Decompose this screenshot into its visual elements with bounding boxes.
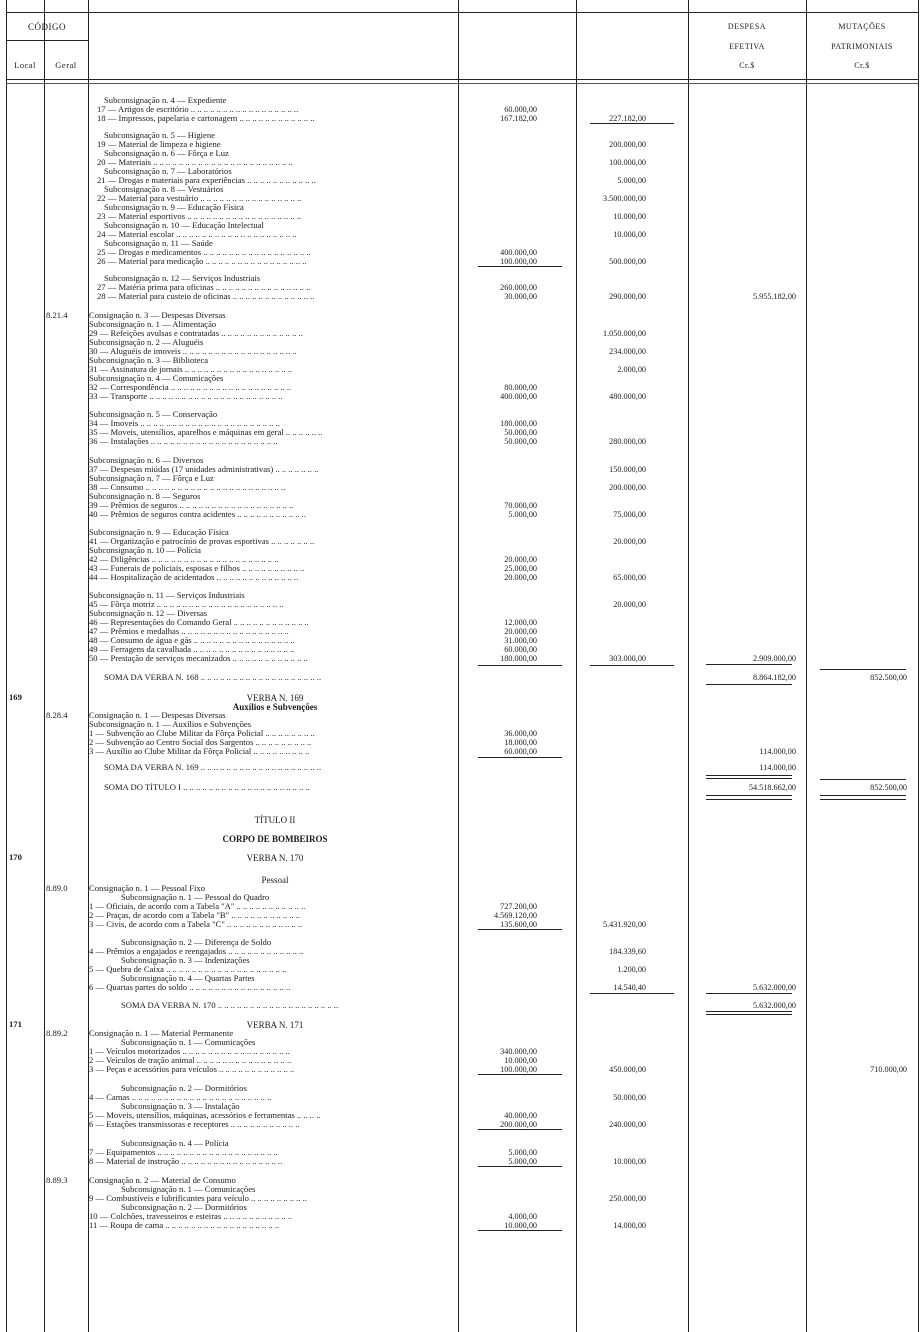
value-partial: 100.000,00 <box>500 1065 537 1074</box>
value-subtotal: 75.000,00 <box>613 510 646 519</box>
value-partial: 180.000,00 <box>500 654 537 663</box>
value-subtotal: 2.000,00 <box>617 365 646 374</box>
row-description: 34 — Imoveis .. .. .. .. .. .. .. .. .. .. .. .. .. .. .. .. .. .. .. .. .. .. <box>89 419 280 428</box>
row-description: Subconsignação n. 7 — Laboratórios <box>104 167 232 176</box>
value-partial: 4.569.120,00 <box>494 911 537 920</box>
row-description: 39 — Prêmios de seguros .. .. .. .. .. .. .. .. .. .. .. .. .. .. .. .. .. .. <box>89 501 294 510</box>
value-partial: 20.000,00 <box>504 573 537 582</box>
value-partial: 60.000,00 <box>504 747 537 756</box>
value-partial: 100.000,00 <box>500 257 537 266</box>
row-description: Consignação n. 1 — Pessoal Fixo <box>89 884 206 893</box>
row-description: 6 — Estações transmissoras e receptores .. .. .. .. .. .. .. .. .. .. .. <box>89 1120 300 1129</box>
value-partial: 60.000,00 <box>504 645 537 654</box>
header-mutacoes-1: MUTAÇÕES <box>838 22 886 31</box>
sum-rule <box>590 665 674 666</box>
sum-rule <box>706 993 792 994</box>
value-subtotal: 20.000,00 <box>613 600 646 609</box>
value-partial: 180.000,00 <box>500 419 537 428</box>
value-despesa-efetiva: 5.955.182,00 <box>753 292 796 301</box>
row-description: Consignação n. 1 — Material Permanente <box>89 1029 234 1038</box>
value-subtotal: 200.000,00 <box>609 140 646 149</box>
row-description: Subconsignação n. 5 — Higiene <box>104 131 215 140</box>
row-description: Subconsignação n. 12 — Diversas <box>89 609 208 618</box>
col-border-c3-c4 <box>576 0 577 1332</box>
row-description: Subconsignação n. 3 — Biblioteca <box>89 356 209 365</box>
sum-rule <box>820 799 906 800</box>
value-partial: 260.000,00 <box>500 283 537 292</box>
row-description: Subconsignação n. 7 — Fôrça e Luz <box>89 474 214 483</box>
value-subtotal: 240.000,00 <box>609 1120 646 1129</box>
col-border-despesa-mutacoes <box>806 0 807 1332</box>
section-heading: Auxílios e Subvenções <box>232 702 318 712</box>
code-geral: 8.89.2 <box>46 1028 68 1038</box>
row-description: 2 — Veículos de tração animal .. .. .. .. .. .. .. .. .. .. .. .. .. .. .. <box>89 1056 292 1065</box>
row-description: 41 — Organização e patrocínio de provas esportivas .. .. .. .. .. .. .. <box>89 537 315 546</box>
value-despesa-efetiva: 8.864.182,00 <box>753 673 796 682</box>
value-subtotal: 184.339,60 <box>609 947 646 956</box>
row-description: 2 — Praças, de acordo com a Tabela "B" .. .. .. .. .. .. .. .. .. .. .. <box>89 911 301 920</box>
section-heading: VERBA N. 169 <box>246 693 304 703</box>
row-description: 2 — Subvenção ao Centro Social dos Sargentos .. .. .. .. .. .. .. .. .. <box>89 738 312 747</box>
value-subtotal: 3.500.000,00 <box>603 194 646 203</box>
row-description: Subconsignação n. 11 — Serviços Industriais <box>89 591 245 600</box>
row-description: 37 — Despesas miúdas (17 unidades administrativas) .. .. .. .. .. .. .. <box>89 465 319 474</box>
code-local: 169 <box>9 692 22 702</box>
value-partial: 727.200,00 <box>500 902 537 911</box>
sum-rule <box>590 993 674 994</box>
row-description: Subconsignação n. 1 — Auxílios e Subvenções <box>89 720 252 729</box>
row-description: SOMA DO TÍTULO I .. .. .. .. .. .. .. .. .. .. .. .. .. .. .. .. .. .. .. .. <box>104 783 310 792</box>
sum-rule <box>706 778 792 779</box>
row-description: 42 — Diligências .. .. .. .. .. .. .. .. .. .. .. .. .. .. .. .. .. .. .. .. <box>89 555 279 564</box>
col-border-desc-c3 <box>458 0 459 1332</box>
header-mutacoes-2: PATRIMONIAIS <box>831 42 893 51</box>
value-partial: 200.000,00 <box>500 1120 537 1129</box>
value-partial: 18.000,00 <box>504 738 537 747</box>
value-subtotal: 14.000,00 <box>613 1221 646 1230</box>
row-description: 1 — Subvenção ao Clube Militar da Fôrça Policial .. .. .. .. .. .. .. .. <box>89 729 315 738</box>
row-description: 20 — Materiais .. .. .. .. .. .. .. .. .. .. .. .. .. .. .. .. .. .. .. .. .. .. <box>97 158 293 167</box>
header-mutacoes-3: Cr.$ <box>854 61 870 70</box>
row-description: Subconsignação n. 1 — Comunicações <box>121 1185 256 1194</box>
value-partial: 60.000,00 <box>504 105 537 114</box>
code-local: 170 <box>9 852 22 862</box>
row-description: Subconsignação n. 6 — Fôrça e Luz <box>104 149 229 158</box>
value-subtotal: 50.000,00 <box>613 1093 646 1102</box>
row-description: Subconsignação n. 2 — Dormitórios <box>121 1203 247 1212</box>
row-description: 33 — Transporte .. .. .. .. .. .. .. .. .. .. .. .. .. .. .. .. .. .. .. .. .. <box>89 392 283 401</box>
value-despesa-efetiva: 5.632.000,00 <box>753 1001 796 1010</box>
sum-rule <box>706 795 792 796</box>
sum-rule <box>590 123 674 124</box>
value-partial: 400.000,00 <box>500 248 537 257</box>
sum-rule <box>820 795 906 796</box>
value-partial: 167.182,00 <box>500 114 537 123</box>
sum-rule <box>706 1014 792 1015</box>
value-partial: 400.000,00 <box>500 392 537 401</box>
row-description: 9 — Combustíveis e lubrificantes para veículo .. .. .. .. .. .. .. .. .. <box>89 1194 307 1203</box>
section-heading: Pessoal <box>261 875 289 885</box>
row-description: Subconsignação n. 10 — Polícia <box>89 546 201 555</box>
row-description: Subconsignação n. 1 — Pessoal do Quadro <box>121 893 270 902</box>
row-description: 49 — Ferragens da cavalhada .. .. .. .. .. .. .. .. .. .. .. .. .. .. .. .. <box>89 645 295 654</box>
sum-rule <box>820 779 906 780</box>
row-description: Subconsignação n. 4 — Polícia <box>121 1139 229 1148</box>
row-description: Subconsignação n. 2 — Diferença de Soldo <box>121 938 272 947</box>
value-partial: 20.000,00 <box>504 627 537 636</box>
row-description: 50 — Prestação de serviços mecanizados .. .. .. .. .. .. .. .. .. .. .. .. <box>89 654 308 663</box>
row-description: 44 — Hospitalização de acidentados .. .. .. .. .. .. .. .. .. .. .. .. .. <box>89 573 299 582</box>
row-description: 22 — Material para vestuário .. .. .. .. .. .. .. .. .. .. .. .. .. .. .. .. <box>97 194 302 203</box>
row-description: 11 — Roupa de cama .. .. .. .. .. .. .. .. .. .. .. .. .. .. .. .. .. .. <box>89 1221 280 1230</box>
row-description: 26 — Material para medicação .. .. .. .. .. .. .. .. .. .. .. .. .. .. .. .. <box>97 257 307 266</box>
sum-rule <box>706 684 792 685</box>
row-description: 36 — Instalações .. .. .. .. .. .. .. .. .. .. .. .. .. .. .. .. .. .. .. .. <box>89 437 278 446</box>
row-description: 5 — Quebra de Caixa .. .. .. .. .. .. .. .. .. .. .. .. .. .. .. .. .. .. .. <box>89 965 287 974</box>
value-subtotal: 1.050.000,00 <box>603 329 646 338</box>
row-description: 35 — Moveis, utensílios, aparelhos e máquinas em geral .. .. .. .. .. .. <box>89 428 323 437</box>
value-partial: 4.000,00 <box>508 1212 537 1221</box>
value-subtotal: 450.000,00 <box>609 1065 646 1074</box>
value-subtotal: 280.000,00 <box>609 437 646 446</box>
value-subtotal: 10.000,00 <box>613 1157 646 1166</box>
value-despesa-efetiva: 114.000,00 <box>759 747 796 756</box>
value-despesa-efetiva: 2.909.000,00 <box>753 654 796 663</box>
value-partial: 31.000,00 <box>504 636 537 645</box>
row-description: Subconsignação n. 2 — Aluguéis <box>89 338 204 347</box>
header-local: Local <box>14 60 36 70</box>
row-description: 45 — Fôrça motriz .. .. .. .. .. .. .. .. .. .. .. .. .. .. .. .. .. .. .. .. <box>89 600 284 609</box>
value-subtotal: 150.000,00 <box>609 465 646 474</box>
sum-rule <box>478 757 562 758</box>
value-partial: 12.000,00 <box>504 618 537 627</box>
row-description: 4 — Camas .. .. .. .. .. .. .. .. .. .. .. .. .. .. .. .. .. .. .. .. .. .. <box>89 1093 272 1102</box>
header-geral: Geral <box>55 60 77 70</box>
value-partial: 135.600,00 <box>500 920 537 929</box>
row-description: 17 — Artigos de escritório .. .. .. .. .. .. .. .. .. .. .. .. .. .. .. .. .. <box>97 105 299 114</box>
row-description: 38 — Consumo .. .. .. .. .. .. .. .. .. .. .. .. .. .. .. .. .. .. .. .. .. .. <box>89 483 286 492</box>
row-description: Subconsignação n. 4 — Comunicações <box>89 374 224 383</box>
sum-rule <box>478 1166 562 1167</box>
row-description: Subconsignação n. 6 — Diversos <box>89 456 204 465</box>
header-top-rule <box>6 12 919 13</box>
header-despesa-3: Cr.$ <box>739 61 755 70</box>
value-subtotal: 10.000,00 <box>613 230 646 239</box>
value-subtotal: 480.000,00 <box>609 392 646 401</box>
value-partial: 5.000,00 <box>508 1157 537 1166</box>
row-description: Consignação n. 2 — Material de Consumo <box>89 1176 236 1185</box>
row-description: Subconsignação n. 3 — Instalação <box>121 1102 240 1111</box>
row-description: Subconsignação n. 12 — Serviços Industriais <box>104 274 261 283</box>
col-border-c4-despesa <box>688 0 689 1332</box>
row-description: 10 — Colchões, travesseiros e esteiras .. .. .. .. .. .. .. .. .. .. .. <box>89 1212 293 1221</box>
value-partial: 5.000,00 <box>508 1148 537 1157</box>
row-description: Subconsignação n. 9 — Educação Física <box>104 203 244 212</box>
row-description: 27 — Matéria prima para oficinas .. .. .. .. .. .. .. .. .. .. .. .. .. .. .. <box>97 283 311 292</box>
row-description: SOMA DA VERBA N. 169 .. .. .. .. .. .. .. .. .. .. .. .. .. .. .. .. .. .. .. <box>104 763 322 772</box>
header-despesa-2: EFETIVA <box>729 42 765 51</box>
row-description: Subconsignação n. 11 — Saúde <box>104 239 213 248</box>
value-partial: 30.000,00 <box>504 292 537 301</box>
code-local: 171 <box>9 1019 22 1029</box>
row-description: Subconsignação n. 3 — Indenizações <box>121 956 250 965</box>
sum-rule <box>706 1011 792 1012</box>
row-description: 3 — Auxílio ao Clube Militar da Fôrça Policial .. .. .. .. .. .. .. .. .. <box>89 747 310 756</box>
codigo-divider <box>6 40 88 41</box>
row-description: 1 — Veículos motorizados .. .. .. .. .. .. .. .. .. .. .. .. .. .. .. .. .. <box>89 1047 290 1056</box>
value-partial: 340.000,00 <box>500 1047 537 1056</box>
row-description: 7 — Equipamentos .. .. .. .. .. .. .. .. .. .. .. .. .. .. .. .. .. .. .. <box>89 1148 278 1157</box>
row-description: 28 — Material para custeio de oficinas .. .. .. .. .. .. .. .. .. .. .. .. .. <box>97 292 315 301</box>
row-description: 21 — Drogas e materiais para experiências .. .. .. .. .. .. .. .. .. .. .. <box>97 176 316 185</box>
value-subtotal: 303.000,00 <box>609 654 646 663</box>
value-subtotal: 250.000,00 <box>609 1194 646 1203</box>
row-description: 4 — Prêmios a engajados e reengajados .. .. .. .. .. .. .. .. .. .. .. .. <box>89 947 304 956</box>
row-description: 46 — Representações do Comando Geral .. .. .. .. .. .. .. .. .. .. .. .. <box>89 618 309 627</box>
header-despesa-1: DESPESA <box>727 22 767 31</box>
value-partial: 5.000,00 <box>508 510 537 519</box>
section-heading: TÍTULO II <box>254 815 296 825</box>
value-partial: 10.000,00 <box>504 1056 537 1065</box>
row-description: 31 — Assinatura de jornais .. .. .. .. .. .. .. .. .. .. .. .. .. .. .. .. .. <box>89 365 293 374</box>
row-description: SOMA DA VERBA N. 168 .. .. .. .. .. .. .. .. .. .. .. .. .. .. .. .. .. .. .. <box>104 673 322 682</box>
row-description: 6 — Quartas partes do soldo .. .. .. .. .. .. .. .. .. .. .. .. .. .. .. .. <box>89 983 291 992</box>
row-description: Subconsignação n. 9 — Educação Física <box>89 528 229 537</box>
row-description: Subconsignação n. 1 — Alimentação <box>89 320 217 329</box>
value-partial: 20.000,00 <box>504 555 537 564</box>
value-subtotal: 20.000,00 <box>613 537 646 546</box>
sum-rule <box>478 665 562 666</box>
col-border-local-geral <box>44 0 45 1332</box>
value-mutacoes-patrimoniais: 710.000,00 <box>870 1065 907 1074</box>
row-description: 3 — Civis, de acordo com a Tabela "C" .. .. .. .. .. .. .. .. .. .. .. .. <box>89 920 303 929</box>
row-description: 18 — Impressos, papelaria e cartonagem .. .. .. .. .. .. .. .. .. .. .. .. <box>97 114 315 123</box>
row-description: 19 — Material de limpeza e higiene <box>97 140 221 149</box>
value-partial: 50.000,00 <box>504 428 537 437</box>
value-partial: 40.000,00 <box>504 1111 537 1120</box>
row-description: 48 — Consumo de água e gás .. .. .. .. .. .. .. .. .. .. .. .. .. .. .. .. <box>89 636 295 645</box>
row-description: 40 — Prêmios de seguros contra acidentes .. .. .. .. .. .. .. .. .. .. .. <box>89 510 306 519</box>
value-subtotal: 290.000,00 <box>609 292 646 301</box>
value-subtotal: 5.431.920,00 <box>603 920 646 929</box>
sum-rule <box>706 799 792 800</box>
value-mutacoes-patrimoniais: 852.500,00 <box>870 673 907 682</box>
row-description: 32 — Correspondência .. .. .. .. .. .. .. .. .. .. .. .. .. .. .. .. .. .. .. <box>89 383 292 392</box>
row-description: 23 — Material esportivos .. .. .. .. .. .. .. .. .. .. .. .. .. .. .. .. .. .. <box>97 212 302 221</box>
col-border-right <box>918 0 919 1332</box>
row-description: 3 — Peças e acessórios para veículos .. .. .. .. .. .. .. .. .. .. .. .. <box>89 1065 295 1074</box>
sum-rule <box>706 664 792 665</box>
row-description: Consignação n. 1 — Despesas Diversas <box>89 711 226 720</box>
value-subtotal: 1.200,00 <box>617 965 646 974</box>
col-border-geral-desc <box>88 0 89 1332</box>
code-geral: 8.89.0 <box>46 883 68 893</box>
value-partial: 70.000,00 <box>504 501 537 510</box>
header-bottom-rule-2 <box>6 83 919 84</box>
value-subtotal: 227.182,00 <box>609 114 646 123</box>
row-description: 8 — Material de instrução .. .. .. .. .. .. .. .. .. .. .. .. .. .. .. .. <box>89 1157 283 1166</box>
row-description: Subconsignação n. 10 — Educação Intelectual <box>104 221 264 230</box>
row-description: Subconsignação n. 2 — Dormitórios <box>121 1084 247 1093</box>
sum-rule <box>706 775 792 776</box>
header-bottom-rule <box>6 79 919 80</box>
value-subtotal: 65.000,00 <box>613 573 646 582</box>
code-geral: 8.21.4 <box>46 310 68 320</box>
value-partial: 10.000,00 <box>504 1221 537 1230</box>
value-subtotal: 5.000,00 <box>617 176 646 185</box>
col-border-left <box>6 0 7 1332</box>
sum-rule <box>478 1129 562 1130</box>
row-description: 47 — Prêmios e medalhas .. .. .. .. .. .. .. .. .. .. .. .. .. .. .. .. .. <box>89 627 289 636</box>
value-partial: 25.000,00 <box>504 564 537 573</box>
value-subtotal: 100.000,00 <box>609 158 646 167</box>
row-description: 1 — Oficiais, de acordo com a Tabela "A" .. .. .. .. .. .. .. .. .. .. .. <box>89 902 306 911</box>
code-geral: 8.28.4 <box>46 710 68 720</box>
header-codigo: CÓDIGO <box>28 22 66 32</box>
code-geral: 8.89.3 <box>46 1175 68 1185</box>
row-description: Consignação n. 3 — Despesas Diversas <box>89 311 226 320</box>
value-partial: 36.000,00 <box>504 729 537 738</box>
value-subtotal: 200.000,00 <box>609 483 646 492</box>
sum-rule <box>820 669 906 670</box>
sum-rule <box>478 1074 562 1075</box>
value-partial: 80.000,00 <box>504 383 537 392</box>
value-partial: 50.000,00 <box>504 437 537 446</box>
section-heading: VERBA N. 170 <box>246 853 304 863</box>
value-subtotal: 14.540,40 <box>613 983 646 992</box>
row-description: Subconsignação n. 1 — Comunicações <box>121 1038 256 1047</box>
row-description: 5 — Moveis, utensílios, máquinas, acessórios e ferramentas .. .. .. .. <box>89 1111 321 1120</box>
value-despesa-efetiva: 5.632.000,00 <box>753 983 796 992</box>
row-description: 25 — Drogas e medicamentos .. .. .. .. .. .. .. .. .. .. .. .. .. .. .. .. .. <box>97 248 311 257</box>
row-description: 30 — Aluguéis de imoveis .. .. .. .. .. .. .. .. .. .. .. .. .. .. .. .. .. .. <box>89 347 297 356</box>
value-mutacoes-patrimoniais: 852.500,00 <box>870 783 907 792</box>
value-subtotal: 10.000,00 <box>613 212 646 221</box>
value-despesa-efetiva: 54.518.662,00 <box>748 783 796 792</box>
row-description: 24 — Material escolar .. .. .. .. .. .. .. .. .. .. .. .. .. .. .. .. .. .. .. <box>97 230 297 239</box>
value-despesa-efetiva: 114.000,00 <box>759 763 796 772</box>
row-description: Subconsignação n. 4 — Expediente <box>104 96 227 105</box>
row-description: 43 — Funerais de policiais, esposas e filhos .. .. .. .. .. .. .. .. .. .. <box>89 564 305 573</box>
row-description: 29 — Refeições avulsas e contratadas .. .. .. .. .. .. .. .. .. .. .. .. .. <box>89 329 303 338</box>
row-description: SOMA DA VERBA N. 170 .. .. .. .. .. .. .. .. .. .. .. .. .. .. .. .. .. .. .. <box>121 1001 339 1010</box>
value-subtotal: 500.000,00 <box>609 257 646 266</box>
value-subtotal: 234.000,00 <box>609 347 646 356</box>
row-description: Subconsignação n. 5 — Conservação <box>89 410 218 419</box>
sum-rule <box>478 1230 562 1231</box>
sum-rule <box>478 929 562 930</box>
row-description: Subconsignação n. 8 — Seguros <box>89 492 201 501</box>
row-description: Subconsignação n. 8 — Vestuários <box>104 185 224 194</box>
section-heading: CORPO DE BOMBEIROS <box>222 834 328 844</box>
sum-rule <box>478 266 562 267</box>
section-heading: VERBA N. 171 <box>246 1020 304 1030</box>
row-description: Subconsignação n. 4 — Quartas Partes <box>121 974 255 983</box>
